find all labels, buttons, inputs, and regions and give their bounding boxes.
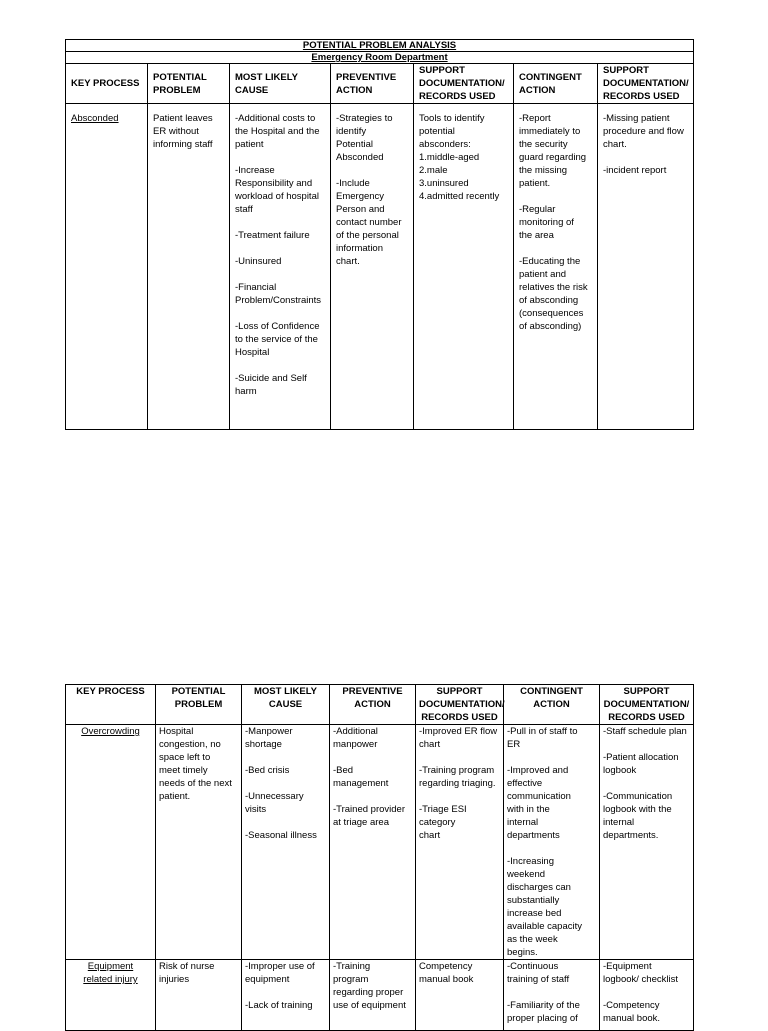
contingent-cell-item: -Regular monitoring of the area: [519, 204, 574, 241]
header-potential-problem: POTENTIAL PROBLEM: [156, 685, 242, 725]
problem-cell-item: Risk of nurse injuries: [159, 961, 215, 985]
preventive-cell: [331, 104, 414, 430]
contingent-cell-item: -Pull in of staff to ER: [507, 726, 578, 750]
ppa-table-2: [65, 684, 694, 1031]
support-cell: [416, 960, 504, 1031]
support2-cell-item: -Missing patient procedure and flow chart.: [603, 113, 684, 150]
cause-cell-item: -Increase Responsibility and workload of hospital staff: [235, 165, 319, 215]
header-potential-problem: POTENTIAL PROBLEM: [148, 64, 230, 104]
support2-cell: [600, 725, 694, 960]
header-most-likely-cause: MOST LIKELY CAUSE: [230, 64, 331, 104]
key-process-cell: [66, 960, 156, 1031]
cause-cell-item: -Treatment failure: [235, 230, 310, 241]
contingent-cell: [504, 960, 600, 1031]
contingent-cell-item: -Educating the patient and relatives the risk of absconding (consequences of absconding): [519, 256, 588, 332]
preventive-cell: [330, 725, 416, 960]
support2-cell-item: -incident report: [603, 165, 667, 176]
support-cell-item: -Training program regarding triaging.: [419, 765, 496, 789]
cause-cell-item: -Unnecessary visits: [245, 791, 304, 815]
support2-cell-item: -Competency manual book.: [603, 1000, 661, 1024]
document-title: POTENTIAL PROBLEM ANALYSIS: [66, 40, 694, 52]
header-contingent-action: CONTINGENT ACTION: [514, 64, 598, 104]
support-cell: [414, 104, 514, 430]
header-preventive-action: PREVENTIVE ACTION: [330, 685, 416, 725]
preventive-cell-item: -Training program regarding proper use of equipment: [333, 961, 406, 1011]
key-process-label: Equipment related injury: [83, 961, 138, 985]
header-support-documentation-2: SUPPORT DOCUMENTATION/ RECORDS USED: [598, 64, 694, 104]
support2-cell-item: -Communication logbook with the internal departments.: [603, 791, 673, 841]
header-support-documentation-2: SUPPORT DOCUMENTATION/ RECORDS USED: [600, 685, 694, 725]
ppa-table-1: [65, 39, 694, 430]
cause-cell-item: -Lack of training: [245, 1000, 313, 1011]
support2-cell: [600, 960, 694, 1031]
preventive-cell-item: -Include Emergency Person and contact number of the personal information chart.: [336, 178, 402, 267]
cause-cell-item: -Suicide and Self harm: [235, 373, 307, 397]
preventive-cell-item: -Trained provider at triage area: [333, 804, 405, 828]
preventive-cell: [330, 960, 416, 1031]
cause-cell-item: -Loss of Confidence to the service of the Hospital: [235, 321, 320, 358]
problem-cell-item: Hospital congestion, no space left to meet timely needs of the next patient.: [159, 726, 232, 802]
contingent-cell: [514, 104, 598, 430]
cause-cell-item: -Bed crisis: [245, 765, 290, 776]
key-process-label: Absconded: [71, 113, 119, 124]
problem-cell: [156, 725, 242, 960]
support-cell-item: -Improved ER flow chart: [419, 726, 498, 750]
contingent-cell-item: -Improved and effective communication with in the internal departments: [507, 765, 571, 841]
support2-cell: [598, 104, 694, 430]
contingent-cell-item: -Continuous training of staff: [507, 961, 570, 985]
support2-cell-item: -Staff schedule plan: [603, 726, 687, 737]
contingent-cell-item: -Increasing weekend discharges can substantially increase bed available capacity as the week begins.: [507, 856, 582, 958]
key-process-label: Overcrowding: [81, 726, 140, 737]
support-cell-item: Tools to identify potential absconders: 1.middle-aged 2.male 3.uninsured 4.admitted recently: [419, 113, 500, 202]
preventive-cell-item: -Strategies to identify Potential Absconded: [336, 113, 393, 163]
header-key-process: KEY PROCESS: [66, 685, 156, 725]
contingent-cell-item: -Report immediately to the security guard regarding the missing patient.: [519, 113, 587, 189]
cause-cell-item: -Manpower shortage: [245, 726, 293, 750]
problem-cell-item: Patient leaves ER without informing staff: [153, 113, 213, 150]
preventive-cell-item: -Bed management: [333, 765, 389, 789]
contingent-cell-item: -Familiarity of the proper placing of: [507, 1000, 580, 1024]
problem-cell: [156, 960, 242, 1031]
problem-cell: [148, 104, 230, 430]
support2-cell-item: -Patient allocation logbook: [603, 752, 679, 776]
cause-cell-item: -Seasonal illness: [245, 830, 317, 841]
cause-cell: [242, 960, 330, 1031]
cause-cell: [230, 104, 331, 430]
support-cell-item: -Triage ESI category chart: [419, 804, 467, 841]
document-subtitle: Emergency Room Department: [66, 52, 694, 64]
key-process-cell: [66, 725, 156, 960]
cause-cell-item: -Uninsured: [235, 256, 282, 267]
key-process-cell: [66, 104, 148, 430]
header-preventive-action: PREVENTIVE ACTION: [331, 64, 414, 104]
contingent-cell: [504, 725, 600, 960]
cause-cell-item: -Financial Problem/Constraints: [235, 282, 322, 306]
header-most-likely-cause: MOST LIKELY CAUSE: [242, 685, 330, 725]
cause-cell-item: -Improper use of equipment: [245, 961, 315, 985]
cause-cell: [242, 725, 330, 960]
support2-cell-item: -Equipment logbook/ checklist: [603, 961, 678, 985]
header-support-documentation: SUPPORT DOCUMENTATION/ RECORDS USED: [414, 64, 514, 104]
support-cell: [416, 725, 504, 960]
header-contingent-action: CONTINGENT ACTION: [504, 685, 600, 725]
preventive-cell-item: -Additional manpower: [333, 726, 378, 750]
header-support-documentation: SUPPORT DOCUMENTATION/ RECORDS USED: [416, 685, 504, 725]
header-key-process: KEY PROCESS: [66, 64, 148, 104]
support-cell-item: Competency manual book: [419, 961, 474, 985]
cause-cell-item: -Additional costs to the Hospital and the patient: [235, 113, 320, 150]
